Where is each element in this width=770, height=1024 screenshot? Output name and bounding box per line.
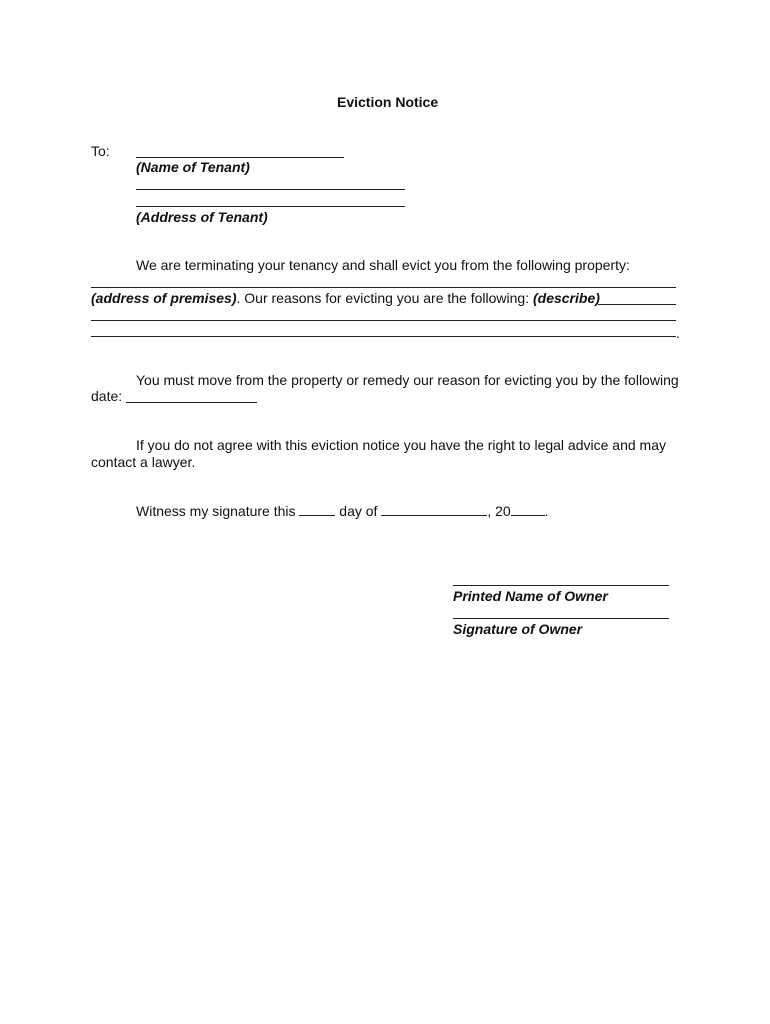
day-of-text: day of (339, 503, 378, 519)
date-label: date: (91, 388, 123, 404)
printed-name-line[interactable] (453, 585, 669, 586)
signature-of-owner-label: Signature of Owner (453, 621, 583, 637)
describe-label: (describe) (532, 290, 600, 306)
legal-advice-paragraph-line-1: If you do not agree with this eviction notice you have the right to legal advice and may (136, 437, 666, 453)
address-of-tenant-label: (Address of Tenant) (136, 209, 268, 225)
witness-period: . (544, 503, 549, 519)
legal-advice-paragraph-line-2: contact a lawyer. (91, 454, 196, 470)
to-label: To: (91, 143, 110, 159)
move-date-line[interactable] (126, 402, 257, 403)
reasons-period: . (676, 325, 680, 341)
address-of-premises-label: (address of premises) (91, 290, 237, 306)
printed-name-of-owner-label: Printed Name of Owner (453, 588, 608, 604)
signature-line[interactable] (453, 618, 669, 619)
day-blank[interactable] (299, 503, 335, 516)
reasons-line (91, 290, 600, 306)
document-title: Eviction Notice (337, 94, 439, 110)
month-blank[interactable] (381, 503, 487, 516)
move-paragraph: You must move from the property or remedy our reason for evicting you by the following (136, 372, 679, 388)
tenant-name-line[interactable] (136, 157, 344, 158)
year-blank[interactable] (511, 503, 545, 516)
witness-line (136, 503, 549, 519)
reasons-line-2[interactable] (91, 320, 676, 321)
premises-line[interactable] (91, 287, 676, 288)
terminating-paragraph: We are terminating your tenancy and shall evict you from the following property: (136, 257, 630, 273)
reasons-line-3[interactable] (91, 336, 676, 337)
tenant-address-line-1[interactable] (136, 189, 405, 190)
describe-line[interactable] (598, 304, 676, 305)
reasons-text: . Our reasons for evicting you are the following: (236, 290, 533, 306)
name-of-tenant-label: (Name of Tenant) (136, 159, 250, 175)
year-prefix-text: , 20 (487, 503, 511, 519)
tenant-address-line-2[interactable] (136, 206, 405, 207)
witness-text: Witness my signature this (136, 503, 296, 519)
